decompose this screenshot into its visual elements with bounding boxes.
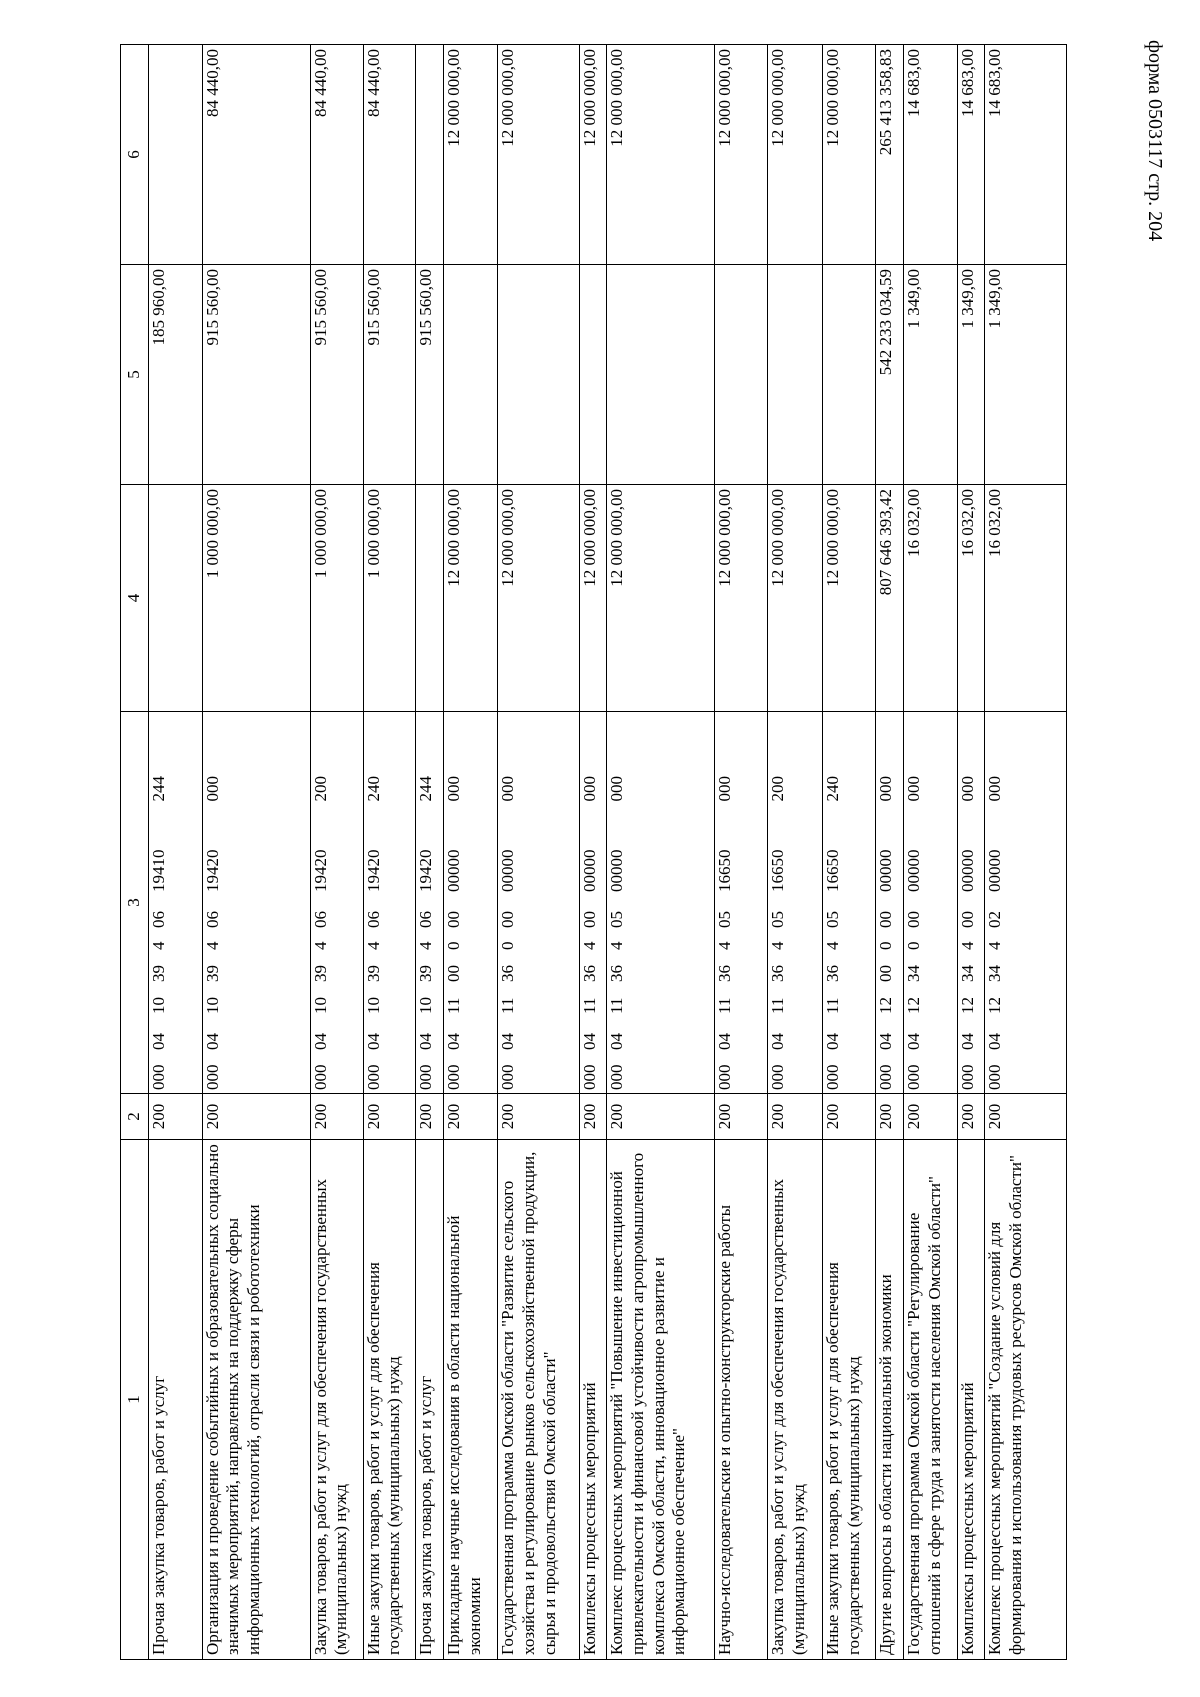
table-row: [498, 45, 580, 1660]
budget-code-segments: [498, 715, 519, 1090]
code-segment: 10: [202, 997, 222, 1014]
code-segment: 000: [957, 1064, 977, 1090]
approved-amount: 12 000 000,00: [823, 485, 876, 712]
row-budget-code: [903, 712, 957, 1094]
code-segment: 00000: [876, 849, 896, 892]
table-row: [363, 45, 416, 1660]
code-segment: 05: [715, 911, 735, 928]
code-segment: 4: [957, 941, 977, 950]
row-name: Иные закупки товаров, работ и услуг для обеспечения государственных (муниципальных) нужд: [363, 1140, 416, 1660]
code-segment: 11: [823, 997, 843, 1014]
unexecuted-amount: 12 000 000,00: [715, 45, 768, 265]
code-segment: 11: [607, 997, 627, 1014]
approved-amount: 12 000 000,00: [579, 485, 607, 712]
executed-amount: 542 233 034,59: [876, 265, 904, 485]
code-segment: 4: [768, 941, 788, 950]
unexecuted-amount: 84 440,00: [363, 45, 416, 265]
code-segment: 244: [416, 776, 436, 802]
code-segment: 00: [444, 911, 464, 928]
approved-amount: 12 000 000,00: [768, 485, 823, 712]
table-row: [148, 45, 202, 1660]
code-segment: 36: [715, 965, 735, 982]
row-name: Прикладные научные исследования в области национальной экономики: [444, 1140, 498, 1660]
code-segment: 05: [607, 911, 627, 928]
code-segment: 000: [876, 1064, 896, 1090]
code-segment: 04: [202, 1033, 222, 1050]
row-name: Комплексы процессных мероприятий: [579, 1140, 607, 1660]
unexecuted-amount: 12 000 000,00: [823, 45, 876, 265]
column-number-5: 5: [121, 265, 149, 485]
unexecuted-amount: 14 683,00: [957, 45, 985, 265]
code-segment: 10: [363, 997, 383, 1014]
row-line-code: 200: [416, 1094, 444, 1140]
column-number-4: 4: [121, 485, 149, 712]
code-segment: 00: [876, 965, 896, 982]
budget-code-segments: [444, 715, 465, 1090]
table-row: [903, 45, 957, 1660]
code-segment: 00000: [444, 849, 464, 892]
code-segment: 00: [876, 911, 896, 928]
executed-amount: 1 349,00: [957, 265, 985, 485]
column-number-row: [121, 45, 149, 1660]
executed-amount: 1 349,00: [903, 265, 957, 485]
unexecuted-amount: 14 683,00: [985, 45, 1067, 265]
code-segment: 000: [903, 1064, 923, 1090]
code-segment: 000: [579, 776, 599, 802]
row-name: Комплекс процессных мероприятий "Повышение инвестиционной привлекательности и финансовой устойчивости агропромышленного комплекса Омской области, инновационное развитие и информационное обеспечение": [607, 1140, 715, 1660]
code-segment: 000: [715, 776, 735, 802]
budget-code-segments: [768, 715, 789, 1090]
code-segment: 36: [498, 965, 518, 982]
code-segment: 05: [768, 911, 788, 928]
code-segment: 4: [148, 941, 168, 950]
approved-amount: 12 000 000,00: [498, 485, 580, 712]
code-segment: 0: [498, 941, 518, 950]
row-line-code: 200: [876, 1094, 904, 1140]
approved-amount: 12 000 000,00: [715, 485, 768, 712]
executed-amount: [715, 265, 768, 485]
code-segment: 11: [579, 997, 599, 1014]
unexecuted-amount: 12 000 000,00: [579, 45, 607, 265]
code-segment: 36: [607, 965, 627, 982]
column-number-6: 6: [121, 45, 149, 265]
executed-amount: 185 960,00: [148, 265, 202, 485]
budget-code-segments: [715, 715, 736, 1090]
executed-amount: 1 349,00: [985, 265, 1067, 485]
row-line-code: 200: [202, 1094, 310, 1140]
code-segment: 04: [363, 1033, 383, 1050]
code-segment: 000: [985, 776, 1005, 802]
row-line-code: 200: [903, 1094, 957, 1140]
row-line-code: 200: [607, 1094, 715, 1140]
row-line-code: 200: [498, 1094, 580, 1140]
code-segment: 04: [768, 1033, 788, 1050]
row-budget-code: [876, 712, 904, 1094]
budget-code-segments: [416, 715, 437, 1090]
code-segment: 39: [148, 965, 168, 982]
code-segment: 000: [903, 776, 923, 802]
code-segment: 000: [148, 1064, 168, 1090]
approved-amount: [416, 485, 444, 712]
row-name: Закупка товаров, работ и услуг для обеспечения государственных (муниципальных) нужд: [310, 1140, 363, 1660]
report-table-container: [120, 45, 1067, 1660]
code-segment: 36: [768, 965, 788, 982]
code-segment: 04: [310, 1033, 330, 1050]
code-segment: 39: [416, 965, 436, 982]
column-number-3: 3: [121, 712, 149, 1094]
unexecuted-amount: 12 000 000,00: [768, 45, 823, 265]
code-segment: 04: [498, 1033, 518, 1050]
code-segment: 00000: [498, 849, 518, 892]
code-segment: 06: [148, 911, 168, 928]
code-segment: 000: [715, 1064, 735, 1090]
code-segment: 11: [444, 997, 464, 1014]
column-number-2: 2: [121, 1094, 149, 1140]
code-segment: 10: [148, 997, 168, 1014]
code-segment: 34: [985, 965, 1005, 982]
row-budget-code: [444, 712, 498, 1094]
budget-code-segments: [904, 715, 925, 1090]
row-name: Комплексы процессных мероприятий: [957, 1140, 985, 1660]
code-segment: 00: [957, 911, 977, 928]
budget-code-segments: [364, 715, 385, 1090]
budget-execution-table: [120, 44, 1067, 1660]
code-segment: 04: [579, 1033, 599, 1050]
row-line-code: 200: [957, 1094, 985, 1140]
row-budget-code: [715, 712, 768, 1094]
code-segment: 200: [768, 776, 788, 802]
code-segment: 04: [444, 1033, 464, 1050]
row-line-code: 200: [579, 1094, 607, 1140]
code-segment: 4: [823, 941, 843, 950]
code-segment: 000: [579, 1064, 599, 1090]
row-line-code: 200: [363, 1094, 416, 1140]
budget-code-segments: [149, 715, 170, 1090]
code-segment: 11: [715, 997, 735, 1014]
code-segment: 000: [957, 776, 977, 802]
code-segment: 34: [903, 965, 923, 982]
row-line-code: 200: [823, 1094, 876, 1140]
row-name: Государственная программа Омской области "Регулирование отношений в сфере труда и занятости населения Омской области": [903, 1140, 957, 1660]
code-segment: 0: [876, 941, 896, 950]
table-row: [607, 45, 715, 1660]
budget-code-segments: [823, 715, 844, 1090]
executed-amount: [823, 265, 876, 485]
code-segment: 000: [416, 1064, 436, 1090]
row-budget-code: [202, 712, 310, 1094]
code-segment: 000: [823, 1064, 843, 1090]
code-segment: 04: [903, 1033, 923, 1050]
code-segment: 06: [310, 911, 330, 928]
row-name: Комплекс процессных мероприятий "Создание условий для формирования и использования трудовых ресурсов Омской области": [985, 1140, 1067, 1660]
code-segment: 000: [768, 1064, 788, 1090]
code-segment: 000: [498, 776, 518, 802]
code-segment: 10: [310, 997, 330, 1014]
code-segment: 04: [607, 1033, 627, 1050]
row-line-code: 200: [444, 1094, 498, 1140]
executed-amount: [498, 265, 580, 485]
budget-code-segments: [876, 715, 897, 1090]
code-segment: 4: [715, 941, 735, 950]
row-budget-code: [416, 712, 444, 1094]
code-segment: 02: [985, 911, 1005, 928]
executed-amount: [444, 265, 498, 485]
row-name: Иные закупки товаров, работ и услуг для обеспечения государственных (муниципальных) нужд: [823, 1140, 876, 1660]
unexecuted-amount: 14 683,00: [903, 45, 957, 265]
table-row: [416, 45, 444, 1660]
code-segment: 12: [957, 997, 977, 1014]
executed-amount: [768, 265, 823, 485]
code-segment: 4: [607, 941, 627, 950]
table-row: [823, 45, 876, 1660]
code-segment: 11: [768, 997, 788, 1014]
code-segment: 000: [444, 776, 464, 802]
code-segment: 000: [607, 1064, 627, 1090]
code-segment: 200: [310, 776, 330, 802]
code-segment: 36: [823, 965, 843, 982]
table-row: [957, 45, 985, 1660]
unexecuted-amount: [416, 45, 444, 265]
code-segment: 00: [444, 965, 464, 982]
approved-amount: 12 000 000,00: [444, 485, 498, 712]
table-row: [202, 45, 310, 1660]
approved-amount: 807 646 393,42: [876, 485, 904, 712]
code-segment: 244: [148, 776, 168, 802]
row-line-code: 200: [310, 1094, 363, 1140]
row-budget-code: [148, 712, 202, 1094]
executed-amount: 915 560,00: [416, 265, 444, 485]
code-segment: 11: [498, 997, 518, 1014]
budget-code-segments: [580, 715, 601, 1090]
row-line-code: 200: [148, 1094, 202, 1140]
approved-amount: 16 032,00: [985, 485, 1067, 712]
code-segment: 4: [579, 941, 599, 950]
code-segment: 00: [498, 911, 518, 928]
budget-code-segments: [203, 715, 224, 1090]
approved-amount: 12 000 000,00: [607, 485, 715, 712]
row-budget-code: [498, 712, 580, 1094]
code-segment: 04: [876, 1033, 896, 1050]
row-name: Прочая закупка товаров, работ и услуг: [416, 1140, 444, 1660]
row-budget-code: [768, 712, 823, 1094]
code-segment: 000: [607, 776, 627, 802]
code-segment: 39: [202, 965, 222, 982]
code-segment: 16650: [823, 849, 843, 892]
code-segment: 4: [310, 941, 330, 950]
row-budget-code: [363, 712, 416, 1094]
executed-amount: [607, 265, 715, 485]
code-segment: 000: [310, 1064, 330, 1090]
row-name: Прочая закупка товаров, работ и услуг: [148, 1140, 202, 1660]
approved-amount: 1 000 000,00: [363, 485, 416, 712]
code-segment: 04: [715, 1033, 735, 1050]
form-number-header: форма 0503117 стр. 204: [1144, 40, 1166, 242]
table-row: [579, 45, 607, 1660]
code-segment: 10: [416, 997, 436, 1014]
code-segment: 19420: [310, 849, 330, 892]
code-segment: 0: [444, 941, 464, 950]
row-budget-code: [823, 712, 876, 1094]
approved-amount: 16 032,00: [903, 485, 957, 712]
code-segment: 00: [903, 911, 923, 928]
code-segment: 34: [957, 965, 977, 982]
code-segment: 00000: [579, 849, 599, 892]
row-name: Закупка товаров, работ и услуг для обеспечения государственных (муниципальных) нужд: [768, 1140, 823, 1660]
row-budget-code: [607, 712, 715, 1094]
unexecuted-amount: 12 000 000,00: [444, 45, 498, 265]
code-segment: 4: [985, 941, 1005, 950]
row-line-code: 200: [715, 1094, 768, 1140]
row-name: Организация и проведение событийных и образовательных социально значимых мероприятий, направленных на поддержку сферы информационных технологий, отрасли связи и робототехники: [202, 1140, 310, 1660]
code-segment: 000: [202, 776, 222, 802]
unexecuted-amount: 84 440,00: [310, 45, 363, 265]
code-segment: 0: [903, 941, 923, 950]
approved-amount: [148, 485, 202, 712]
code-segment: 00000: [607, 849, 627, 892]
unexecuted-amount: [148, 45, 202, 265]
code-segment: 000: [202, 1064, 222, 1090]
code-segment: 19420: [416, 849, 436, 892]
code-segment: 04: [823, 1033, 843, 1050]
row-name: Другие вопросы в области национальной экономики: [876, 1140, 904, 1660]
code-segment: 000: [498, 1064, 518, 1090]
table-row: [876, 45, 904, 1660]
code-segment: 05: [823, 911, 843, 928]
row-budget-code: [957, 712, 985, 1094]
unexecuted-amount: 265 413 358,83: [876, 45, 904, 265]
budget-code-segments: [607, 715, 628, 1090]
code-segment: 12: [876, 997, 896, 1014]
code-segment: 39: [310, 965, 330, 982]
row-budget-code: [579, 712, 607, 1094]
budget-code-segments: [958, 715, 979, 1090]
executed-amount: 915 560,00: [363, 265, 416, 485]
code-segment: 06: [363, 911, 383, 928]
executed-amount: [579, 265, 607, 485]
row-budget-code: [310, 712, 363, 1094]
table-row: [768, 45, 823, 1660]
table-body: [121, 45, 1067, 1660]
unexecuted-amount: 84 440,00: [202, 45, 310, 265]
code-segment: 000: [444, 1064, 464, 1090]
code-segment: 19420: [363, 849, 383, 892]
code-segment: 240: [363, 776, 383, 802]
code-segment: 16650: [768, 849, 788, 892]
code-segment: 06: [416, 911, 436, 928]
code-segment: 00: [579, 911, 599, 928]
row-line-code: 200: [985, 1094, 1067, 1140]
code-segment: 00000: [903, 849, 923, 892]
code-segment: 04: [148, 1033, 168, 1050]
row-budget-code: [985, 712, 1067, 1094]
executed-amount: 915 560,00: [202, 265, 310, 485]
code-segment: 36: [579, 965, 599, 982]
table-row: [715, 45, 768, 1660]
budget-code-segments: [311, 715, 332, 1090]
budget-code-segments: [985, 715, 1006, 1090]
executed-amount: 915 560,00: [310, 265, 363, 485]
code-segment: 000: [876, 776, 896, 802]
code-segment: 19420: [202, 849, 222, 892]
code-segment: 240: [823, 776, 843, 802]
row-name: Государственная программа Омской области "Развитие сельского хозяйства и регулирование рынков сельскохозяйственной продукции, сырья и продовольствия Омской области": [498, 1140, 580, 1660]
table-row: [985, 45, 1067, 1660]
code-segment: 4: [363, 941, 383, 950]
code-segment: 16650: [715, 849, 735, 892]
approved-amount: 1 000 000,00: [310, 485, 363, 712]
code-segment: 00000: [957, 849, 977, 892]
unexecuted-amount: 12 000 000,00: [607, 45, 715, 265]
code-segment: 06: [202, 911, 222, 928]
column-number-1: 1: [121, 1140, 149, 1660]
code-segment: 39: [363, 965, 383, 982]
code-segment: 04: [416, 1033, 436, 1050]
code-segment: 12: [985, 997, 1005, 1014]
table-row: [310, 45, 363, 1660]
code-segment: 000: [363, 1064, 383, 1090]
approved-amount: 16 032,00: [957, 485, 985, 712]
code-segment: 4: [416, 941, 436, 950]
approved-amount: 1 000 000,00: [202, 485, 310, 712]
code-segment: 12: [903, 997, 923, 1014]
code-segment: 4: [202, 941, 222, 950]
code-segment: 19410: [148, 849, 168, 892]
table-row: [444, 45, 498, 1660]
row-line-code: 200: [768, 1094, 823, 1140]
row-name: Научно-исследовательские и опытно-конструкторские работы: [715, 1140, 768, 1660]
unexecuted-amount: 12 000 000,00: [498, 45, 580, 265]
code-segment: 00000: [985, 849, 1005, 892]
code-segment: 04: [985, 1033, 1005, 1050]
code-segment: 04: [957, 1033, 977, 1050]
code-segment: 000: [985, 1064, 1005, 1090]
